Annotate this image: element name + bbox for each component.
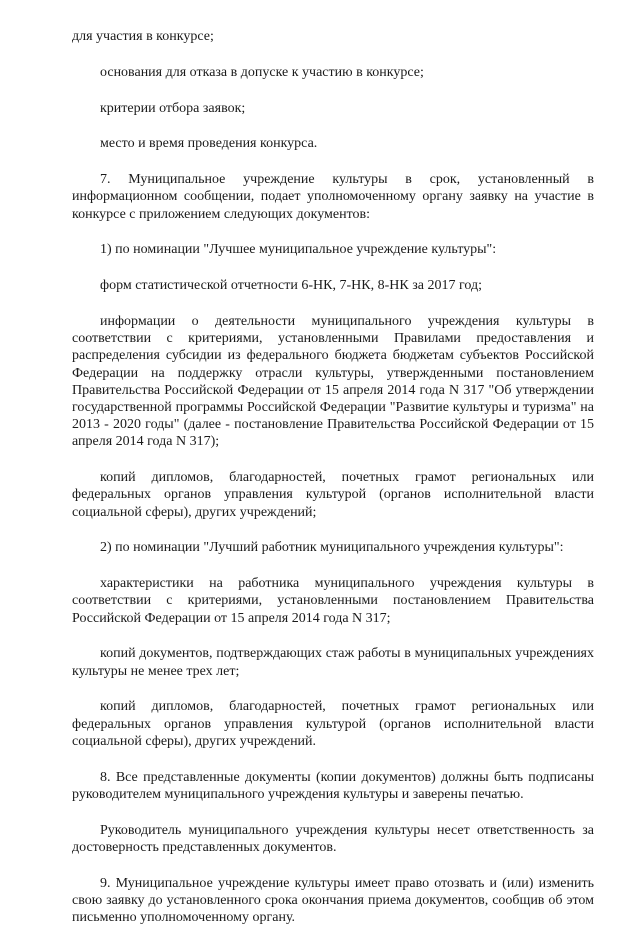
paragraph-nomination-2: 2) по номинации "Лучший работник муниципального учреждения культуры": <box>100 540 564 556</box>
paragraph-nomination-1: 1) по номинации "Лучшее муниципальное учреждение культуры": <box>100 242 497 258</box>
paragraph-responsibility: Руководитель муниципального учреждения культуры несет ответственность за достоверность представленных документов. <box>72 822 594 855</box>
paragraph-work-experience: копий документов, подтверждающих стаж работы в муниципальных учреждениях культуры не менее трех лет; <box>72 646 594 679</box>
paragraph-activity-information: информации о деятельности муниципального учреждения культуры в соответствии с критериями, установленными Правилами предоставления и распределения субсидии из федерального бюджета бюджетам субъектов Российской Федерации на поддержку отрасли культуры, утвержденными постановлением Правительства Российской Федерации от 15 апреля 2014 года N 317 "Об утверждении государственной программы Российской Федерации "Развитие культуры и туризма" на 2013 - 2020 годы" (далее - постановление Правительства Российской Федерации от 15 апреля 2014 года N 317); <box>72 313 594 450</box>
paragraph-item-8: 8. Все представленные документы (копии документов) должны быть подписаны руководителем муниципального учреждения культуры и заверены печатью. <box>72 769 594 802</box>
document-page <box>72 28 594 945</box>
paragraph-refusal-grounds: основания для отказа в допуске к участию в конкурсе; <box>100 64 424 80</box>
paragraph-contest-place-time: место и время проведения конкурса. <box>100 136 318 152</box>
paragraph-item-7: 7. Муниципальное учреждение культуры в срок, установленный в информационном сообщении, подает уполномоченному органу заявку на участие в конкурсе с приложением следующих документов: <box>72 172 594 222</box>
paragraph-continuation: для участия в конкурсе; <box>72 29 214 44</box>
paragraph-selection-criteria: критерии отбора заявок; <box>100 100 246 116</box>
paragraph-employee-characteristics: характеристики на работника муниципального учреждения культуры в соответствии с критериями, установленными постановлением Правительства Российской Федерации от 15 апреля 2014 года N 317; <box>72 576 594 626</box>
paragraph-statistics-forms: форм статистической отчетности 6-НК, 7-НК, 8-НК за 2017 год; <box>100 278 482 294</box>
paragraph-diplomas-copies-2: копий дипломов, благодарностей, почетных грамот региональных или федеральных органов управления культурой (органов исполнительной власти социальной сферы), других учреждений. <box>72 699 594 749</box>
paragraph-diplomas-copies-1: копий дипломов, благодарностей, почетных грамот региональных или федеральных органов управления культурой (органов исполнительной власти социальной сферы), других учреждений; <box>72 470 594 520</box>
paragraph-item-9: 9. Муниципальное учреждение культуры имеет право отозвать и (или) изменить свою заявку до установленного срока окончания приема документов, сообщив об этом письменно уполномоченному органу. <box>72 875 594 926</box>
